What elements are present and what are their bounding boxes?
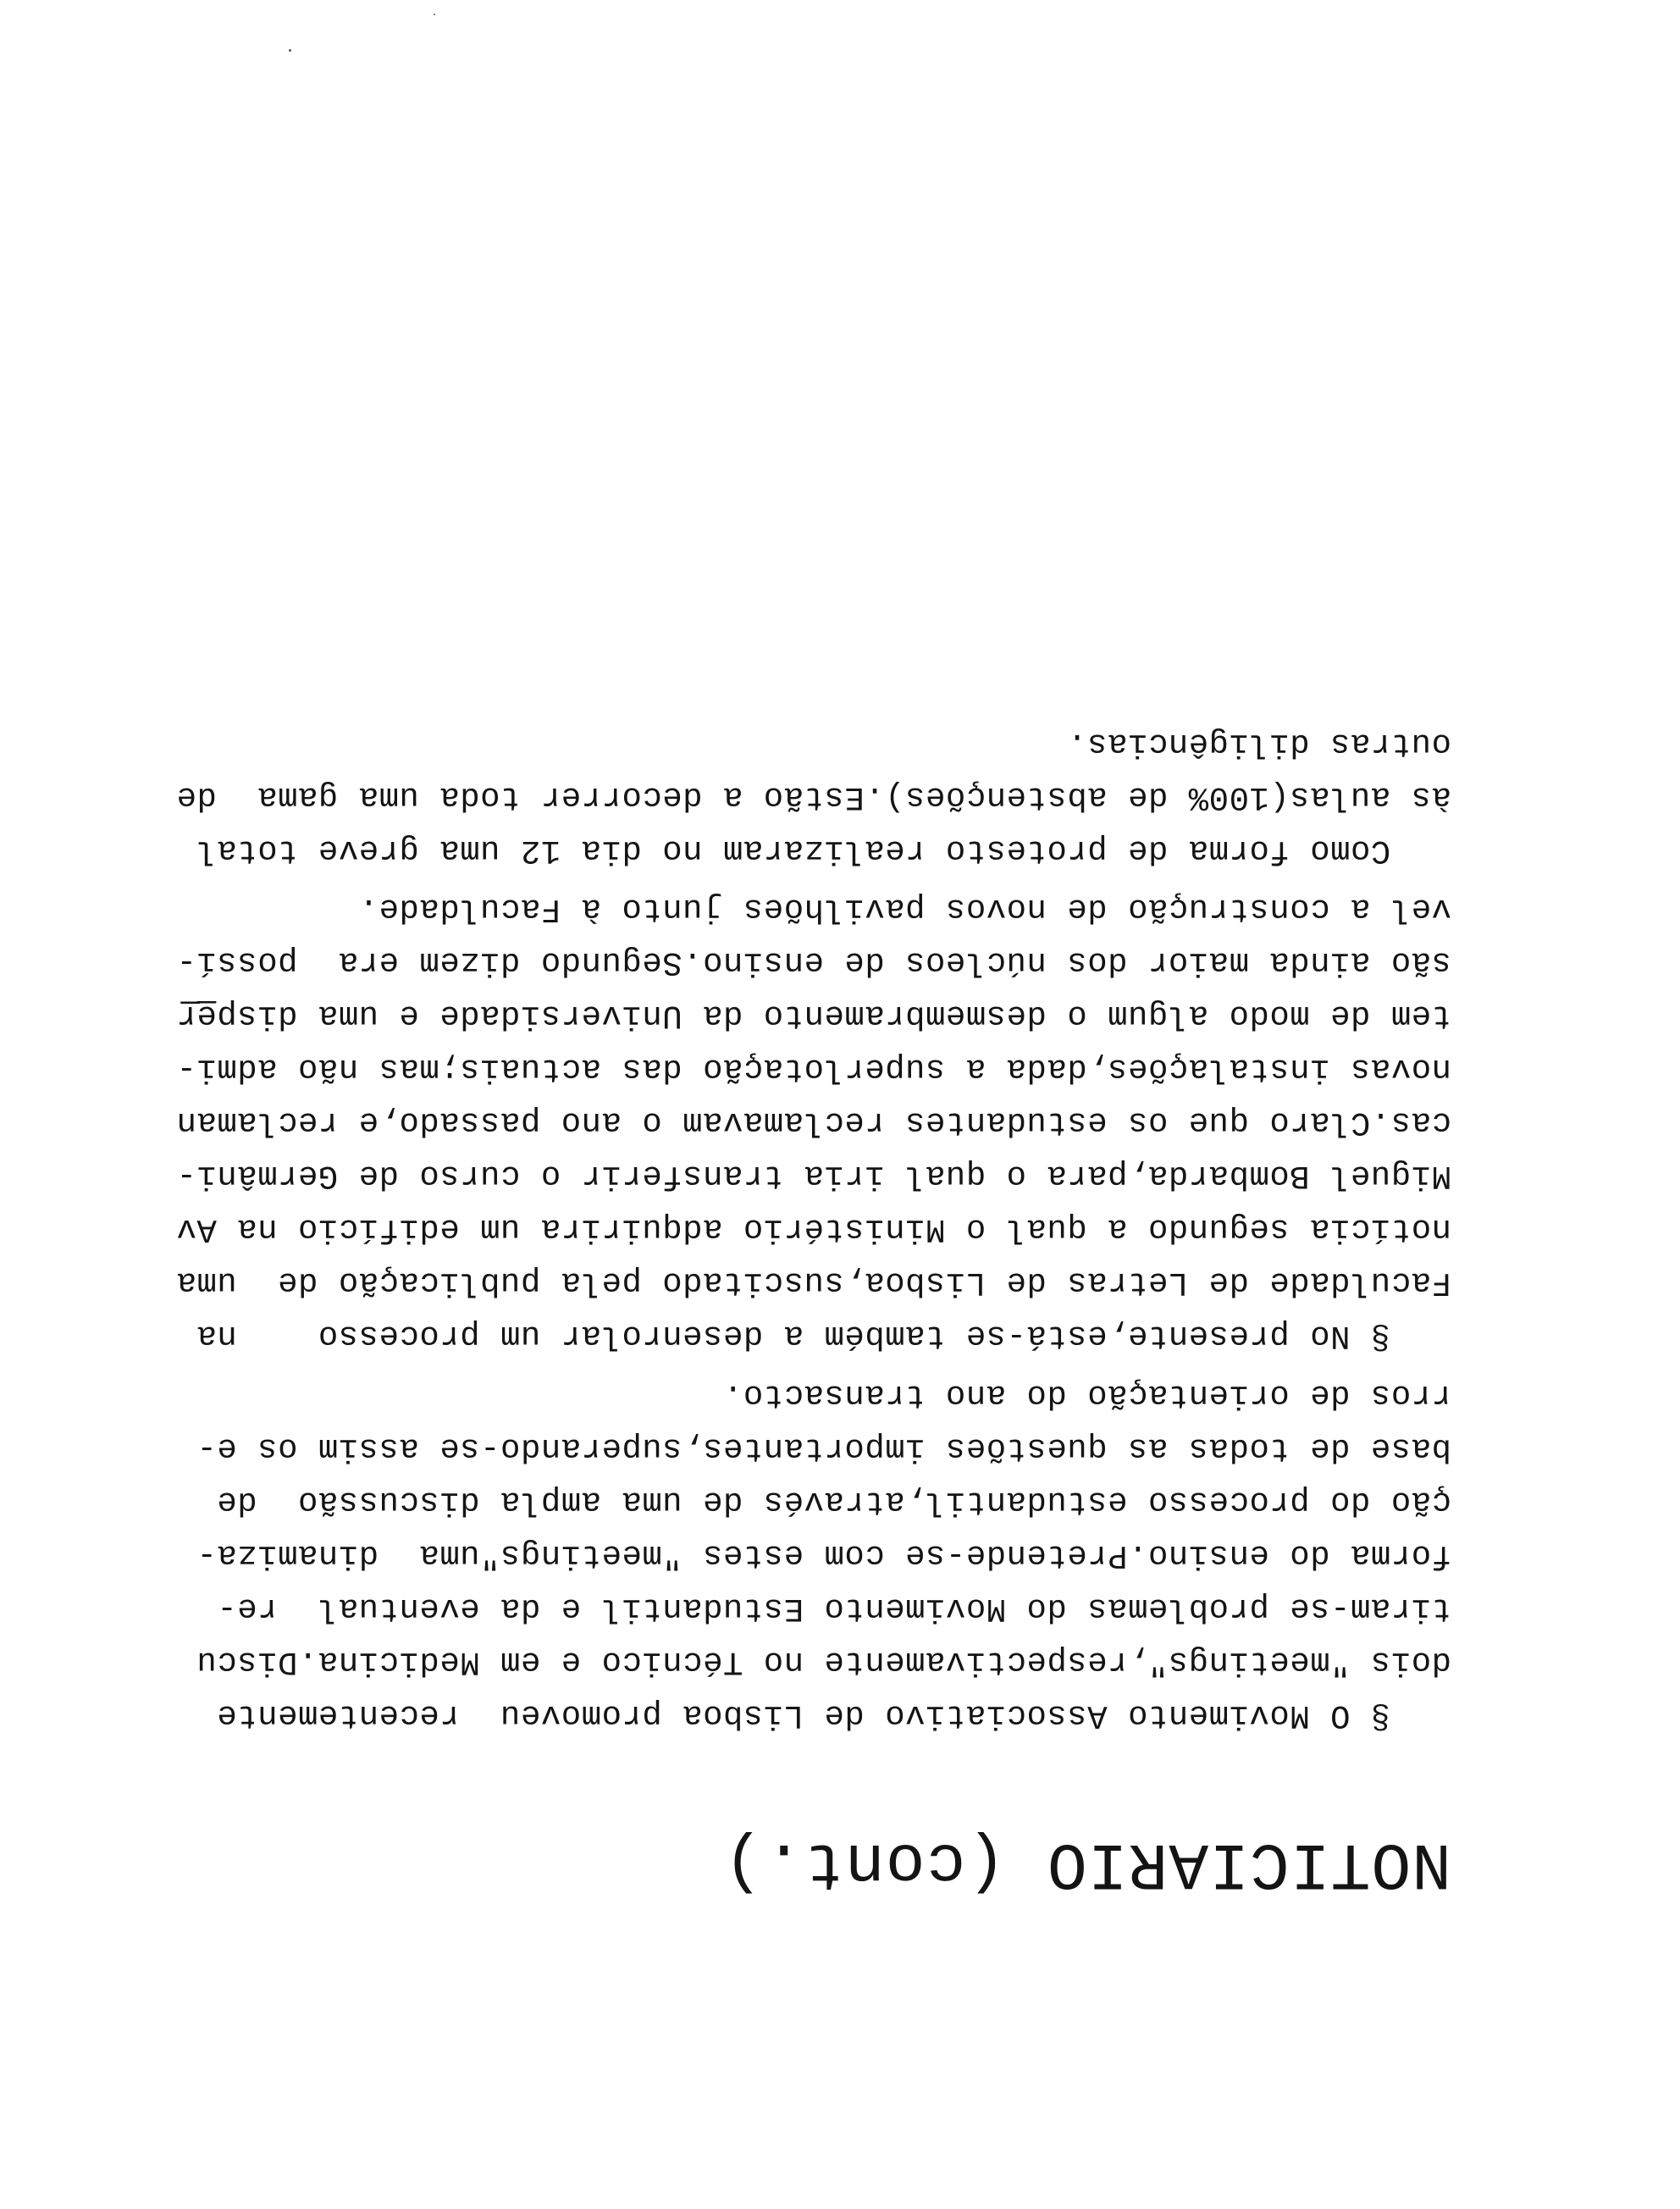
scan-speck (434, 14, 435, 15)
text-line: novas instalações,dada a superlotação das actuais;mas não admi- (176, 1050, 1451, 1088)
text-line: vel a construção de novos pavilhões junto à Faculdade. (358, 890, 1451, 927)
text-line: forma do ensino.Pretende-se com estes "meetings"uma dinamiza- (196, 1536, 1451, 1574)
text-line: são ainda maior dos núcleos de ensino.Segundo dizem era possí- (176, 944, 1451, 981)
paragraph-faculdade-letras (97, 882, 1451, 1362)
paragraph-greve (97, 717, 1451, 877)
text-line: § O Movimento Associativo de Lisboa promoveu recentemente (216, 1697, 1451, 1734)
text-line: cas.Claro que os estudantes reclamavam o ano passado,e reclaman (176, 1104, 1451, 1141)
page-title: NOTICIARIO (cont.) (722, 1825, 1451, 1900)
text-line: Miguel Bombarda,para o qual iria transferir o curso de Germâni- (176, 1157, 1451, 1194)
text-line: notícia segundo a qual o Ministério adquirira um edifício na Av (176, 1210, 1451, 1248)
text-line: rros de orientação do ano transacto. (722, 1376, 1451, 1414)
text-line: dois "meetings",respectivamente no Técnico e em Medicina.Discu (196, 1643, 1451, 1680)
text-line: ção do processo estudantil,através de uma ampla discussão de (216, 1483, 1451, 1520)
scan-speck (289, 49, 291, 52)
text-line: tiram-se problemas do Movimento Estudantil e da eventual re- (216, 1590, 1451, 1627)
text-line: tem de modo algum o desmembramento da Universidade e uma dispe̲r̲ (176, 997, 1451, 1034)
text-line: base de todas as questões importantes,superando-se assim os e- (196, 1430, 1451, 1467)
text-line: outras diligências. (1066, 725, 1451, 762)
text-line: às aulas(100% de abstenções).Estão a decorrer toda uma gama de (176, 778, 1451, 816)
paragraph-meetings (97, 1368, 1451, 1741)
text-line: Faculdade de Letras de Lisboa,suscitado pela publicação de uma (176, 1264, 1451, 1301)
text-line: Como forma de protesto realizaram no dia 12 uma greve total (196, 832, 1451, 869)
text-line: § No presente,está-se também a desenrolar um processo na (196, 1317, 1451, 1354)
